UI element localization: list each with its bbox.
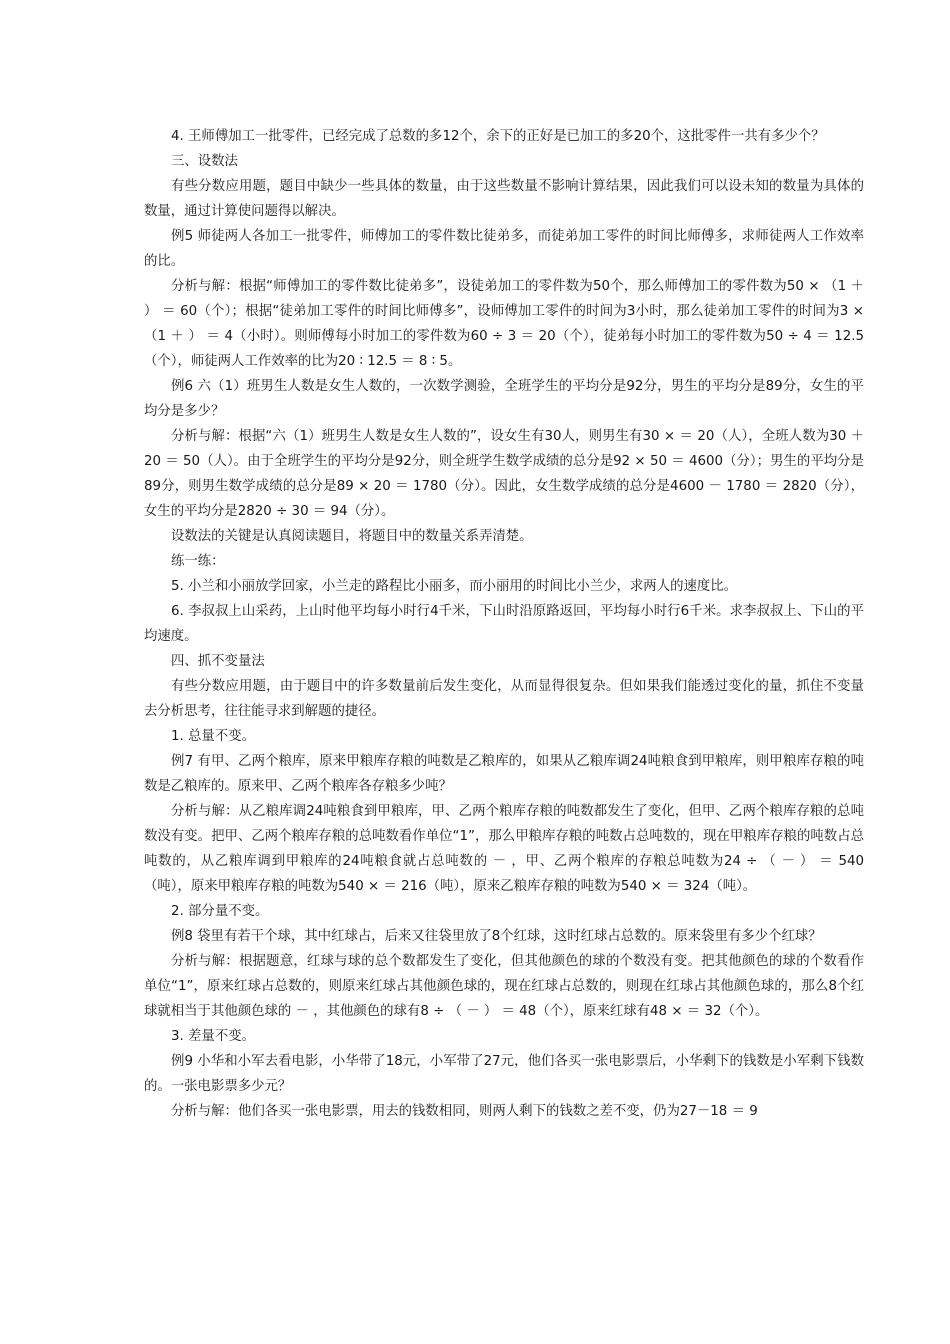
method-intro-invariant: 有些分数应用题，由于题目中的许多数量前后发生变化，从而显得很复杂。但如果我们能透过变化的量，抓住不变量去分析思考，往往能寻求到解题的捷径。 (144, 679, 864, 719)
example-9: 例9 小华和小军去看电影，小华带了18元，小军带了27元，他们各买一张电影票后，小华剩下的钱数是小军剩下钱数的。一张电影票多少元？ (144, 1054, 864, 1094)
section-heading-invariant: 四、抓不变量法 (171, 654, 265, 669)
example-9-solution: 分析与解：他们各买一张电影票，用去的钱数相同，则两人剩下的钱数之差不变，仍为27－18 ＝ 9 (171, 1104, 758, 1119)
example-5-solution: 分析与解：根据“师傅加工的零件数比徒弟多”，设徒弟加工的零件数为50个，那么师傅加工的零件数为50 × （1 ＋ ） ＝ 60（个）；根据“徒弟加工零件的时间比师傅多”，设师傅加工零件的时间为3小时，那么徒弟加工零件的时间为3 × （1 ＋ ） ＝ 4（小时）。则师傅每小时加工的零件数为60 ÷ 3 ＝ 20（个），徒弟每小时加工的零件数为50 ÷ 4 ＝ 12.5（个），师徒两人工作效率的比为20 ∶ 12.5 ＝ 8 ∶ 5。 (144, 279, 864, 369)
section-heading-assume-numbers: 三、设数法 (171, 154, 238, 169)
example-8-solution: 分析与解：根据题意，红球与球的总个数都发生了变化，但其他颜色的球的个数没有变。把其他颜色的球的个数看作单位“1”，原来红球占总数的，则原来红球占其他颜色球的，现在红球占总数的，则现在红球占其他颜色球的，那么8个红球就相当于其他颜色球的 － ，其他颜色的球有8 ÷ （ － ） ＝ 48（个），原来红球有48 × ＝ 32（个）。 (144, 954, 864, 1019)
exercise-4: 4. 王师傅加工一批零件，已经完成了总数的多12个，余下的正好是已加工的多20个，这批零件一共有多少个？ (171, 129, 825, 144)
subheading-part-invariant: 2. 部分量不变。 (171, 904, 269, 919)
method-intro-assume-numbers: 有些分数应用题，题目中缺少一些具体的数量，由于这些数量不影响计算结果，因此我们可以设未知的数量为具体的数量，通过计算使问题得以解决。 (144, 179, 864, 219)
subheading-total-invariant: 1. 总量不变。 (171, 729, 255, 744)
example-7-solution: 分析与解：从乙粮库调24吨粮食到甲粮库，甲、乙两个粮库存粮的吨数都发生了变化，但甲、乙两个粮库存粮的总吨数没有变。把甲、乙两个粮库存粮的总吨数看作单位“1”，那么甲粮库存粮的吨数占总吨数的，现在甲粮库存粮的吨数占总吨数的，从乙粮库调到甲粮库的24吨粮食就占总吨数的 － ，甲、乙两个粮库的存粮总吨数为24 ÷ （ － ） ＝ 540（吨），原来甲粮库存粮的吨数为540 × ＝ 216（吨），原来乙粮库存粮的吨数为540 × ＝ 324（吨）。 (144, 804, 864, 894)
exercise-6: 6. 李叔叔上山采药，上山时他平均每小时行4千米，下山时沿原路返回，平均每小时行6千米。求李叔叔上、下山的平均速度。 (144, 604, 864, 644)
subheading-difference-invariant: 3. 差量不变。 (171, 1029, 255, 1044)
method-key-note: 设数法的关键是认真阅读题目，将题目中的数量关系弄清楚。 (171, 529, 533, 544)
practice-heading: 练一练： (171, 554, 225, 569)
example-7: 例7 有甲、乙两个粮库，原来甲粮库存粮的吨数是乙粮库的，如果从乙粮库调24吨粮食到甲粮库，则甲粮库存粮的吨数是乙粮库的。原来甲、乙两个粮库各存粮多少吨？ (144, 754, 864, 794)
exercise-5: 5. 小兰和小丽放学回家，小兰走的路程比小丽多，而小丽用的时间比小兰少，求两人的速度比。 (171, 579, 738, 594)
example-6-solution: 分析与解：根据“六（1）班男生人数是女生人数的”，设女生有30人，则男生有30 × ＝ 20（人），全班人数为30 ＋ 20 ＝ 50（人）。由于全班学生的平均分是92分，则全班学生数学成绩的总分是92 × 50 ＝ 4600（分）；男生的平均分是89分，则男生数学成绩的总分是89 × 20 ＝ 1780（分）。因此，女生数学成绩的总分是4600 － 1780 ＝ 2820（分），女生的平均分是2820 ÷ 30 ＝ 94（分）。 (144, 429, 864, 519)
example-5: 例5 师徒两人各加工一批零件，师傅加工的零件数比徒弟多，而徒弟加工零件的时间比师傅多，求师徒两人工作效率的比。 (144, 229, 864, 269)
example-6: 例6 六（1）班男生人数是女生人数的，一次数学测验，全班学生的平均分是92分，男生的平均分是89分，女生的平均分是多少？ (144, 379, 864, 419)
example-8: 例8 袋里有若干个球，其中红球占，后来又往袋里放了8个红球，这时红球占总数的。原来袋里有多少个红球？ (171, 929, 822, 944)
